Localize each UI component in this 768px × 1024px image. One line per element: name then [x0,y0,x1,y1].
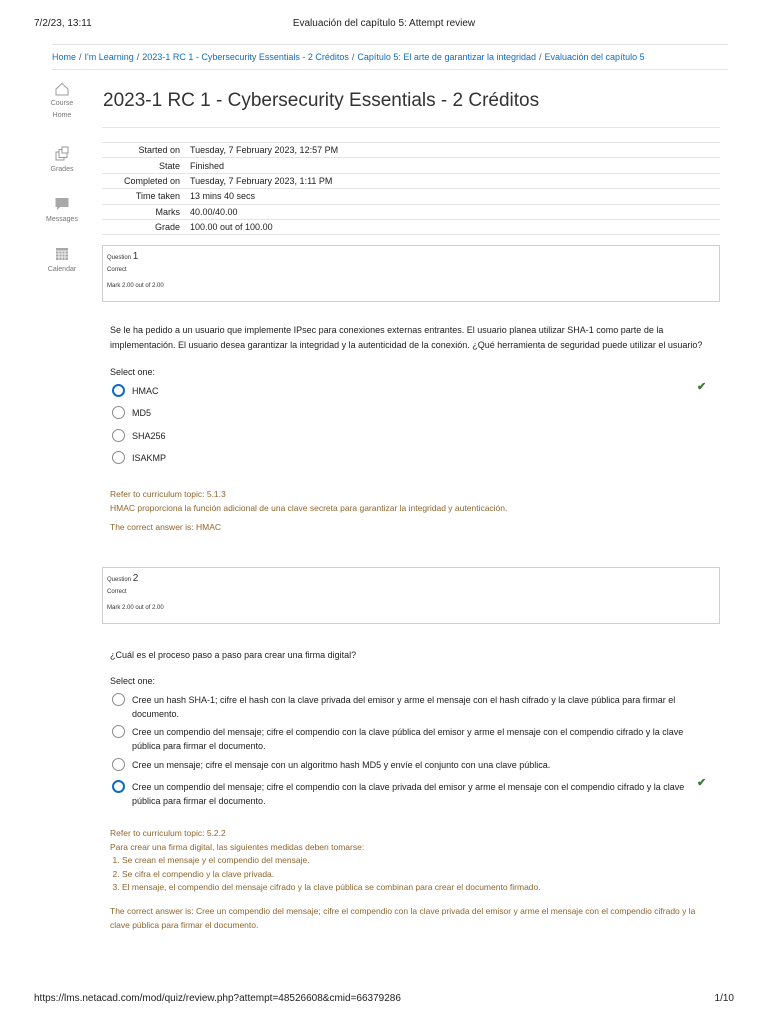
breadcrumb-home[interactable]: Home [52,52,77,62]
radio-button[interactable] [112,384,125,397]
feedback-reference: Refer to curriculum topic: 5.1.3 [110,489,226,499]
divider [102,127,720,128]
question-text: Se le ha pedido a un usuario que implemente IPsec para conexiones externas entrantes. El usuario planea utilizar SHA-1 como parte de la implementación. El usuario desea garantizar la integridad y la autenticidad de la conexión. ¿Qué herramienta de seguridad puede utilizar el usuario? [110,325,703,350]
question-text: ¿Cuál es el proceso paso a paso para crear una firma digital? [110,650,357,660]
question-2-info [102,567,720,624]
page-title: 2023-1 RC 1 - Cybersecurity Essentials - 2 Créditos [103,90,540,111]
question-state: Correct [107,267,127,273]
grades-icon [54,146,70,162]
feedback-text: HMAC proporciona la función adicional de una clave secreta para garantizar la integridad y autenticación. [110,502,508,513]
question-1-content [110,323,710,353]
summary-label: Completed on [123,175,180,186]
print-page-title: Evaluación del capítulo 5: Attempt review [292,18,476,29]
sidebar-item-label: Grades [50,166,74,173]
summary-value: 100.00 out of 100.00 [190,222,273,233]
answer-option[interactable] [112,758,697,772]
question-grade: Mark 2.00 out of 2.00 [107,283,164,289]
answer-option[interactable] [112,780,697,808]
right-answer: The correct answer is: HMAC [110,522,221,532]
summary-label: Grade [154,222,180,233]
messages-icon [54,196,70,212]
answer-option[interactable] [112,384,159,398]
home-icon [54,82,70,96]
list-item: 3. El mensaje, el compendio del mensaje cifrado y la clave pública se combinan para crear el documento firmado. [122,881,710,895]
feedback-intro: Para crear una firma digital, las siguientes medidas deben tomarse: [110,841,365,852]
sidebar-item-calendar[interactable] [40,246,84,276]
option-label: Cree un hash SHA-1; cifre el hash con la clave privada del emisor y arme el mensaje con el hash cifrado y la clave pública para firmar el documento. [132,695,676,719]
summary-value: Finished [190,160,225,171]
radio-button[interactable] [112,780,125,793]
option-label: Cree un compendio del mensaje; cifre el compendio con la clave privada del emisor y arme el mensaje con el compendio cifrado y la clave pública para firmar el documento. [132,782,685,806]
answer-option[interactable] [112,725,697,753]
radio-button[interactable] [112,758,125,771]
table-row [102,204,720,219]
question-number [107,251,715,262]
sidebar-item-label: Home [52,112,72,119]
feedback-reference: Refer to curriculum topic: 5.2.2 [110,828,226,838]
summary-label: Time taken [135,191,180,202]
check-icon: ✔ [697,381,707,393]
table-row [102,219,720,234]
question-number-value: 2 [132,573,139,584]
question-state: Correct [107,589,127,595]
print-page-number: 1/10 [714,993,734,1004]
print-url: https://lms.netacad.com/mod/quiz/review.php?attempt=48526608&cmid=66379286 [34,993,401,1004]
feedback-steps [110,854,710,895]
answer-option[interactable] [112,451,166,465]
sidebar-item-course-home[interactable] [40,82,84,122]
question-number-value: 1 [132,251,139,262]
option-label: MD5 [132,408,152,418]
summary-value: 13 mins 40 secs [190,191,256,202]
summary-value: 40.00/40.00 [190,206,238,217]
sidebar-item-grades[interactable] [40,146,84,176]
table-row [102,189,720,204]
list-item: 2. Se cifra el compendio y la clave privada. [122,868,710,882]
select-one-prompt: Select one: [110,676,156,686]
summary-label: State [158,160,180,171]
breadcrumb-quiz[interactable]: Evaluación del capítulo 5 [544,52,645,62]
question-number [107,573,715,584]
sidebar-item-label: Messages [46,216,78,223]
summary-value: Tuesday, 7 February 2023, 12:57 PM [190,145,339,156]
calendar-icon [54,246,70,262]
table-row [102,143,720,158]
breadcrumb-course[interactable]: 2023-1 RC 1 - Cybersecurity Essentials - 2 Créditos [142,52,349,62]
sidebar-item-label: Course [50,100,74,107]
select-one-prompt: Select one: [110,367,156,377]
summary-value: Tuesday, 7 February 2023, 1:11 PM [190,175,333,186]
option-label: Cree un compendio del mensaje; cifre el compendio con la clave pública del emisor y arme el mensaje con el compendio cifrado y la clave pública para firmar el documento. [132,727,684,751]
general-feedback [110,488,710,515]
question-1-info [102,245,720,302]
question-grade: Mark 2.00 out of 2.00 [107,605,164,611]
table-row [102,158,720,173]
radio-button[interactable] [112,451,125,464]
attempt-summary-table [102,142,720,235]
print-datetime: 7/2/23, 13:11 [34,18,92,29]
question-label: Question [107,577,132,583]
summary-label: Marks [155,206,180,217]
answer-option[interactable] [112,429,166,443]
option-label: SHA256 [132,431,166,441]
radio-button[interactable] [112,693,125,706]
option-label: HMAC [132,386,159,396]
answer-option[interactable] [112,693,697,721]
radio-button[interactable] [112,429,125,442]
right-answer: The correct answer is: Cree un compendio del mensaje; cifre el compendio con la clave privada del emisor y arme el mensaje con el compendio cifrado y la clave pública para firmar el documento. [110,906,696,930]
breadcrumb: Home / I'm Learning / 2023-1 RC 1 - Cybersecurity Essentials - 2 Créditos / Capítulo 5: El arte de garantizar la integridad / Evaluación del capítulo 5 [52,44,728,70]
table-row [102,173,720,188]
question-label: Question [107,255,132,261]
sidebar-item-label: Calendar [47,266,77,273]
general-feedback [110,827,710,895]
breadcrumb-im-learning[interactable]: I'm Learning [84,52,134,62]
answer-option[interactable] [112,406,151,420]
print-header [34,18,734,30]
option-label: ISAKMP [132,453,167,463]
breadcrumb-chapter[interactable]: Capítulo 5: El arte de garantizar la integridad [357,52,536,62]
sidebar-item-messages[interactable] [40,196,84,226]
radio-button[interactable] [112,725,125,738]
course-sidebar [40,82,84,273]
list-item: 1. Se crean el mensaje y el compendio del mensaje. [122,854,710,868]
summary-label: Started on [138,145,180,156]
option-label: Cree un mensaje; cifre el mensaje con un algoritmo hash MD5 y envíe el conjunto con una clave pública. [132,760,551,770]
question-2-content [110,648,710,663]
radio-button[interactable] [112,406,125,419]
check-icon: ✔ [697,777,707,789]
